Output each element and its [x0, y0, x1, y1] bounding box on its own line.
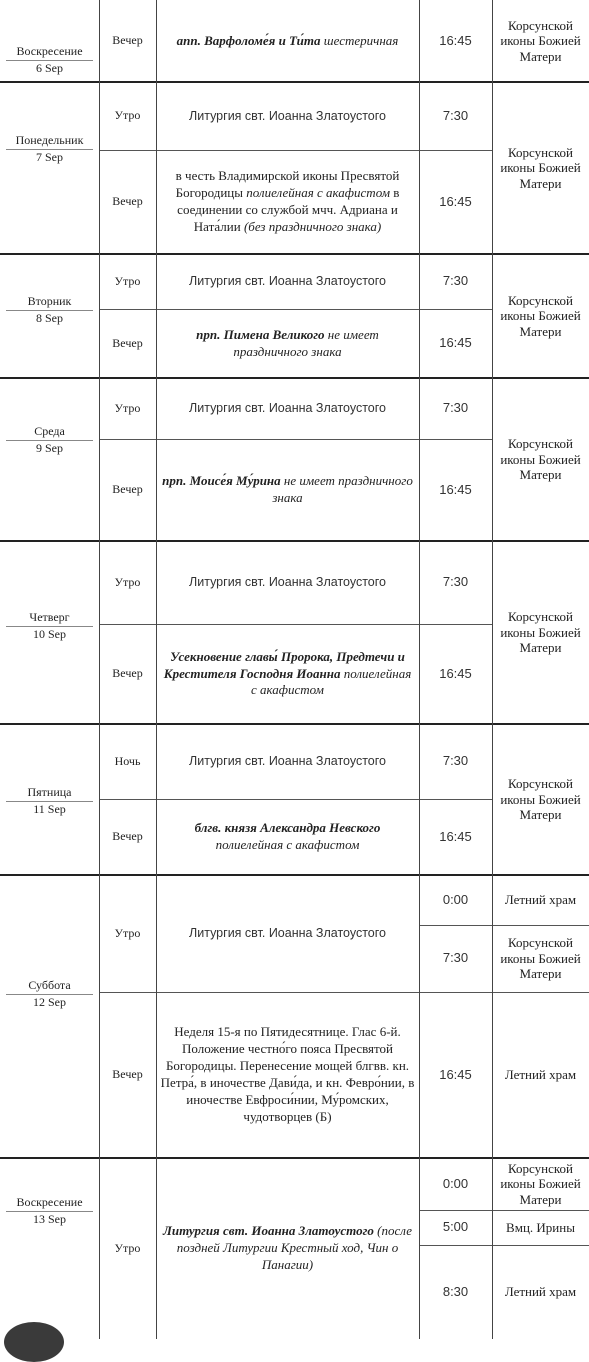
service-time: 7:30 [442, 753, 469, 769]
period-label: Утро [114, 925, 141, 940]
service-description [156, 541, 419, 624]
service-time: 16:45 [439, 481, 472, 497]
service-description [156, 378, 419, 439]
service-time: 16:45 [439, 665, 472, 681]
service-segment: не имеет праздничного знака [272, 473, 413, 505]
service-segment: Неделя 15-я по Пятидесятнице. Глас 6-й. Положение честно́го пояса Пресвятой Богородицы. Перенесение мощей блгвв. кн. Петра́, в иночестве Дави́да, и кн. Февро́нии, в иночестве Евфроси́нии, Му́ромских, чудотворцев (Б) [160, 1024, 415, 1124]
service-segment: Литургия свт. Иоанна Златоустого [189, 274, 386, 289]
service-segment: полиелейная с акафистом [242, 185, 390, 201]
date: 10 Sep [33, 627, 66, 641]
service-text [189, 574, 386, 590]
service-text [160, 168, 415, 236]
service-description [156, 799, 419, 875]
church-name: Летний храм [504, 1284, 577, 1300]
church-name: Корсунской иконы Божией Матери [500, 436, 581, 483]
row-divider [419, 925, 589, 926]
church-name: Корсунской иконы Божией Матери [500, 609, 581, 656]
period-label: Вечер [112, 194, 143, 209]
day-label [0, 610, 99, 644]
service-time: 7:30 [442, 273, 469, 289]
service-time: 16:45 [439, 32, 472, 48]
service-segment: Литургия свт. Иоанна Златоустого [189, 754, 386, 769]
service-segment: прп. Моисе́я Му́рина [162, 473, 281, 489]
service-description [156, 992, 419, 1158]
service-description [156, 150, 419, 254]
row-divider [492, 992, 589, 993]
date: 6 Sep [36, 61, 63, 75]
date: 13 Sep [33, 1212, 66, 1226]
service-text [189, 400, 386, 416]
service-time: 0:00 [442, 1175, 469, 1191]
period-label: Ночь [114, 753, 141, 768]
row-divider [419, 1210, 589, 1211]
church-name: Вмц. Ирины [506, 1219, 575, 1235]
date: 9 Sep [36, 441, 63, 455]
service-text [160, 327, 415, 361]
row-divider [0, 874, 589, 876]
service-segment: Усекновение главы́ Пророка, Предтечи и Крестителя Господня Иоанна [163, 648, 405, 681]
weekday: Воскресение [6, 1195, 93, 1212]
row-divider [0, 377, 589, 379]
service-text [160, 473, 415, 507]
service-time: 16:45 [439, 1066, 472, 1082]
church-name: Корсунской иконы Божией Матери [500, 776, 581, 823]
service-text [160, 820, 415, 854]
column-divider [156, 0, 157, 1339]
service-description [156, 624, 419, 724]
church-name: Корсунской иконы Божией Матери [500, 144, 581, 191]
service-time: 0:00 [442, 891, 469, 907]
day-label [0, 785, 99, 819]
service-segment: в честь Владимирской иконы Пресвятой Богородицы [175, 168, 400, 201]
service-time: 8:30 [442, 1283, 469, 1299]
service-text [189, 925, 386, 941]
church-name: Летний храм [504, 892, 577, 908]
service-text [189, 108, 386, 124]
church-name: Корсунской иконы Божией Матери [500, 292, 581, 339]
service-segment: не имеет праздничного знака [233, 326, 379, 359]
period-label: Утро [114, 400, 141, 415]
service-time: 7:30 [442, 400, 469, 416]
service-segment: прп. Пимена Великого [196, 326, 325, 342]
service-time: 16:45 [439, 828, 472, 844]
weekday: Четверг [6, 610, 93, 627]
service-text [160, 649, 415, 700]
service-description [156, 1158, 419, 1339]
period-label: Вечер [112, 482, 143, 497]
service-segment: Литургия свт. Иоанна Златоустого [189, 575, 386, 590]
service-description [156, 724, 419, 799]
service-segment: шестеричная [320, 32, 399, 48]
weekday: Воскресение [6, 44, 93, 61]
row-divider [0, 1157, 589, 1159]
service-description [156, 309, 419, 378]
service-description [156, 439, 419, 541]
day-label [0, 44, 99, 78]
row-divider [0, 540, 589, 542]
period-label: Вечер [112, 33, 143, 48]
day-label [0, 424, 99, 458]
service-text [177, 33, 399, 50]
church-name: Корсунской иконы Божией Матери [500, 17, 581, 64]
date: 7 Sep [36, 150, 63, 164]
service-text [189, 753, 386, 769]
service-segment: (после поздней Литургии Крестный ход, Чин о Панагии) [176, 1223, 413, 1272]
day-label [0, 294, 99, 328]
column-divider [492, 0, 493, 1339]
service-segment: полиелейная с акафистом [251, 665, 412, 698]
service-time: 16:45 [439, 193, 472, 209]
period-label: Вечер [112, 666, 143, 681]
period-label: Вечер [112, 1067, 143, 1082]
service-description [156, 0, 419, 82]
church-name: Летний храм [504, 1067, 577, 1083]
floating-action-button[interactable] [4, 1322, 64, 1362]
period-label: Утро [114, 574, 141, 589]
service-segment: в соединении со службой мчч. Адриана и Ната́лии [177, 185, 400, 234]
row-divider [99, 439, 492, 440]
service-time: 16:45 [439, 335, 472, 351]
service-text [160, 1024, 415, 1125]
service-time: 7:30 [442, 950, 469, 966]
service-segment: Литургия свт. Иоанна Златоустого [189, 401, 386, 416]
service-description [156, 875, 419, 992]
service-time: 7:30 [442, 107, 469, 123]
period-label: Утро [114, 1240, 141, 1255]
service-segment: Литургия свт. Иоанна Златоустого [162, 1223, 374, 1239]
row-divider [419, 1245, 589, 1246]
service-segment: Литургия свт. Иоанна Златоустого [189, 108, 386, 123]
row-divider [99, 309, 492, 310]
service-text [160, 1223, 415, 1274]
date: 12 Sep [33, 995, 66, 1009]
day-label [0, 133, 99, 167]
row-divider [99, 150, 492, 151]
period-label: Вечер [112, 335, 143, 350]
row-divider [0, 81, 589, 83]
period-label: Вечер [112, 829, 143, 844]
service-segment: блгв. князя Александра Невского [194, 820, 381, 836]
row-divider [99, 799, 492, 800]
weekday: Понедельник [6, 133, 93, 150]
weekday: Вторник [6, 294, 93, 311]
period-label: Утро [114, 108, 141, 123]
period-label: Утро [114, 273, 141, 288]
service-segment: Литургия свт. Иоанна Златоустого [189, 926, 386, 941]
column-divider [419, 0, 420, 1339]
column-divider [99, 0, 100, 1339]
row-divider [99, 624, 492, 625]
service-description [156, 254, 419, 309]
date: 8 Sep [36, 311, 63, 325]
weekday: Пятница [6, 785, 93, 802]
service-segment: полиелейная с акафистом [215, 837, 360, 852]
weekday: Суббота [6, 978, 93, 995]
service-text [189, 273, 386, 289]
day-label [0, 978, 99, 1012]
row-divider [0, 723, 589, 725]
service-segment: (без праздничного знака) [240, 218, 382, 234]
date: 11 Sep [33, 802, 66, 816]
church-name: Корсунской иконы Божией Матери [500, 935, 581, 982]
service-time: 7:30 [442, 574, 469, 590]
day-label [0, 1195, 99, 1229]
row-divider [99, 992, 492, 993]
weekday: Среда [6, 424, 93, 441]
row-divider [0, 253, 589, 255]
service-segment: апп. Варфоломе́я и Ти́та [176, 32, 321, 48]
service-description [156, 82, 419, 150]
church-name: Корсунской иконы Божией Матери [500, 1160, 581, 1207]
service-time: 5:00 [442, 1219, 469, 1235]
